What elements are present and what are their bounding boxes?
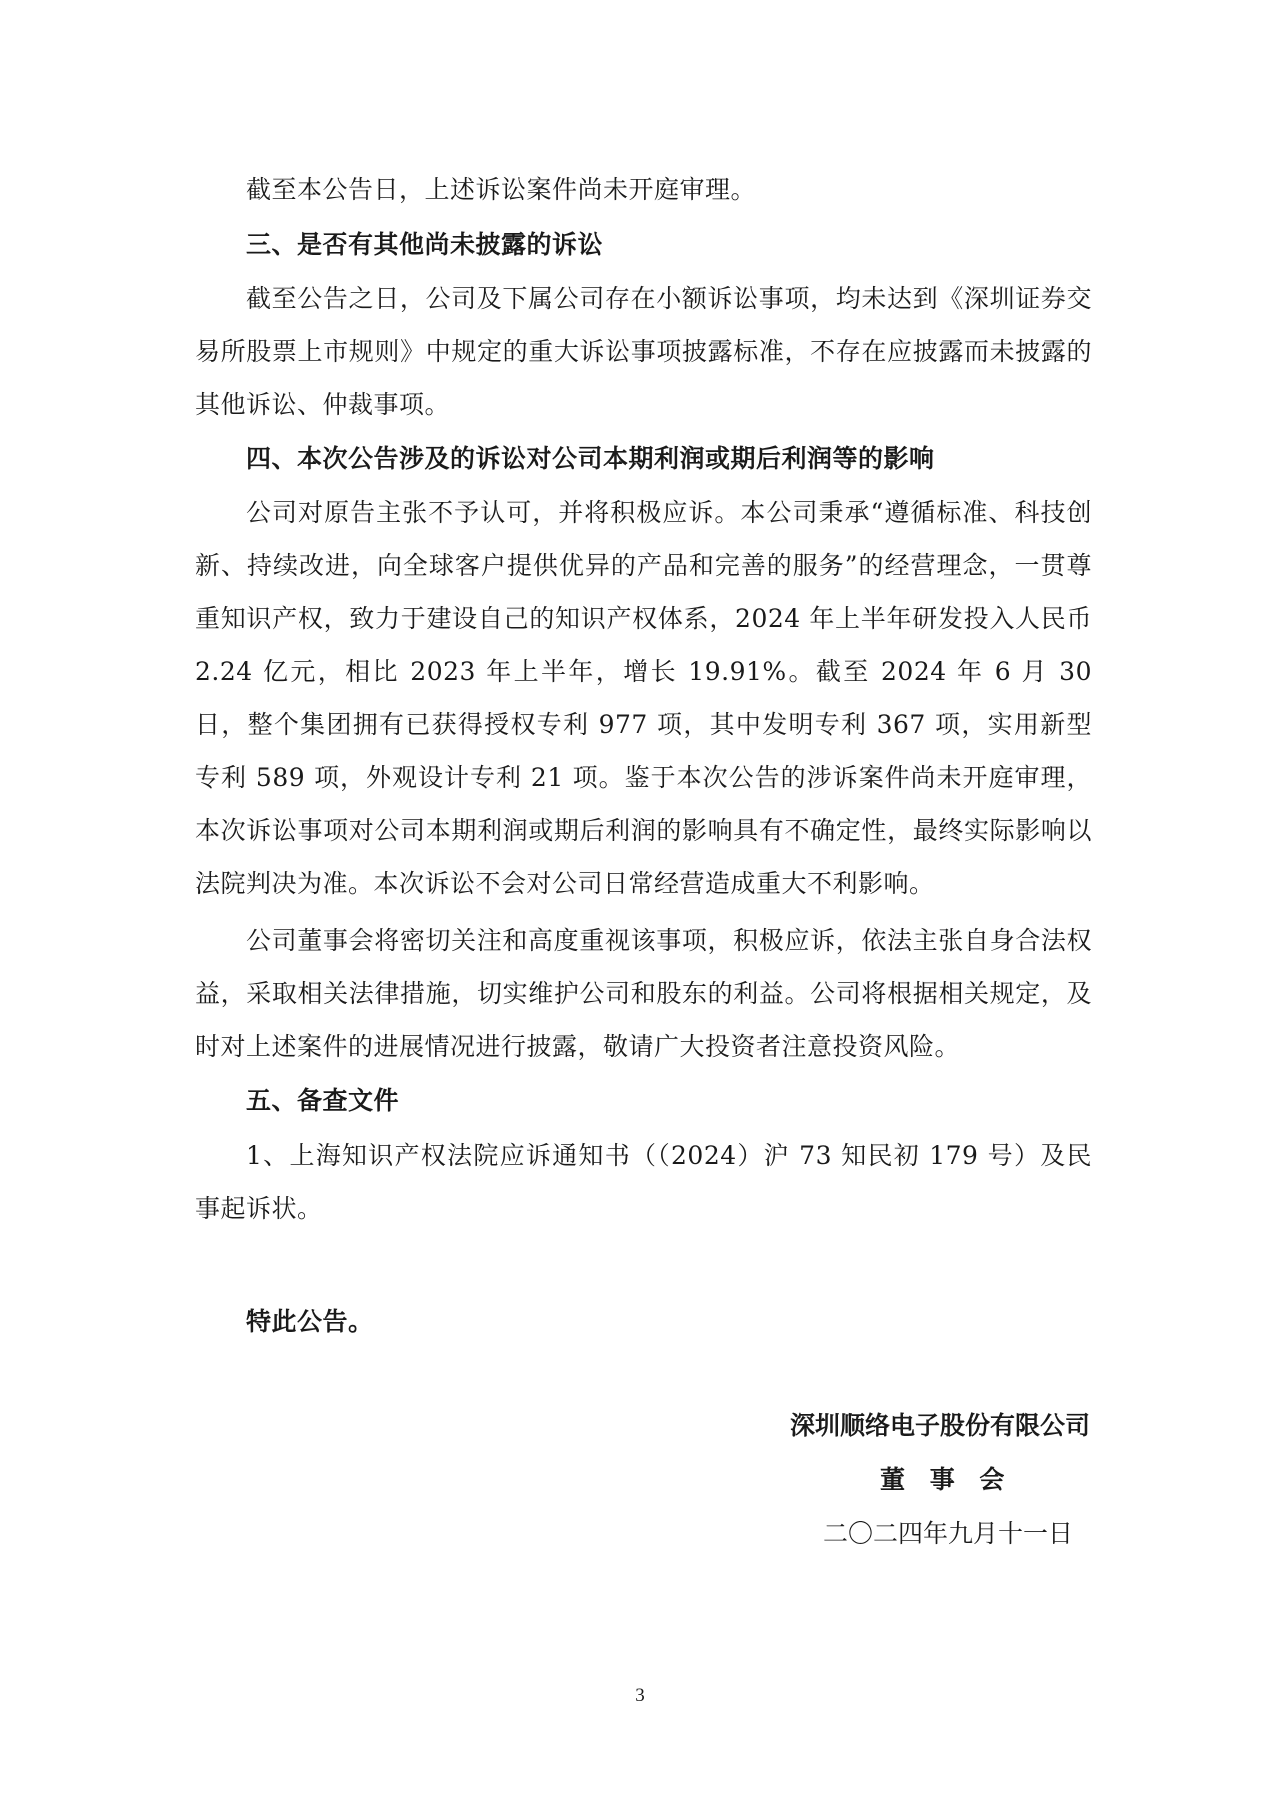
closing-statement: 特此公告。 bbox=[246, 1307, 374, 1336]
page-number: 3 bbox=[635, 1685, 645, 1706]
paragraph-trial-status: 截至本公告日，上述诉讼案件尚未开庭审理。 bbox=[246, 175, 757, 204]
heading-section-4: 四、本次公告涉及的诉讼对公司本期利润或期后利润等的影响 bbox=[246, 444, 935, 473]
paragraph-board-attention: 公司董事会将密切关注和高度重视该事项，积极应诉，依法主张自身合法权益，采取相关法律措施，切实维护公司和股东的利益。公司将根据相关规定，及时对上述案件的进展情况进行披露，敬请广大投资者注意投资风险。 bbox=[195, 926, 1092, 1061]
paragraph-profit-impact: 公司对原告主张不予认可，并将积极应诉。本公司秉承“遵循标准、科技创新、持续改进，向全球客户提供优异的产品和完善的服务”的经营理念，一贯尊重知识产权，致力于建设自己的知识产权体系，2024 年上半年研发投入人民币 2.24 亿元，相比 2023 年上半年，增长 19.91%。截至 2024 年 6 月 30 日，整个集团拥有已获得授权专利 977 项，其中发明专利 367 项，实用新型专利 589 项，外观设计专利 21 项。鉴于本次公告的涉诉案件尚未开庭审理，本次诉讼事项对公司本期利润或期后利润的影响具有不确定性，最终实际影响以法院判决为准。本次诉讼不会对公司日常经营造成重大不利影响。 bbox=[195, 498, 1092, 898]
signature-company: 深圳顺络电子股份有限公司 bbox=[789, 1411, 1090, 1440]
heading-section-5: 五、备查文件 bbox=[246, 1086, 400, 1115]
heading-section-3: 三、是否有其他尚未披露的诉讼 bbox=[246, 230, 604, 259]
signature-date: 二〇二四年九月十一日 bbox=[822, 1519, 1073, 1548]
paragraph-reference-documents: 1、上海知识产权法院应诉通知书（（2024）沪 73 知民初 179 号）及民事起诉状。 bbox=[195, 1141, 1092, 1223]
signature-board: 董 事 会 bbox=[880, 1465, 1013, 1494]
paragraph-other-litigation: 截至公告之日，公司及下属公司存在小额诉讼事项，均未达到《深圳证券交易所股票上市规则》中规定的重大诉讼事项披露标准，不存在应披露而未披露的其他诉讼、仲裁事项。 bbox=[195, 284, 1092, 419]
